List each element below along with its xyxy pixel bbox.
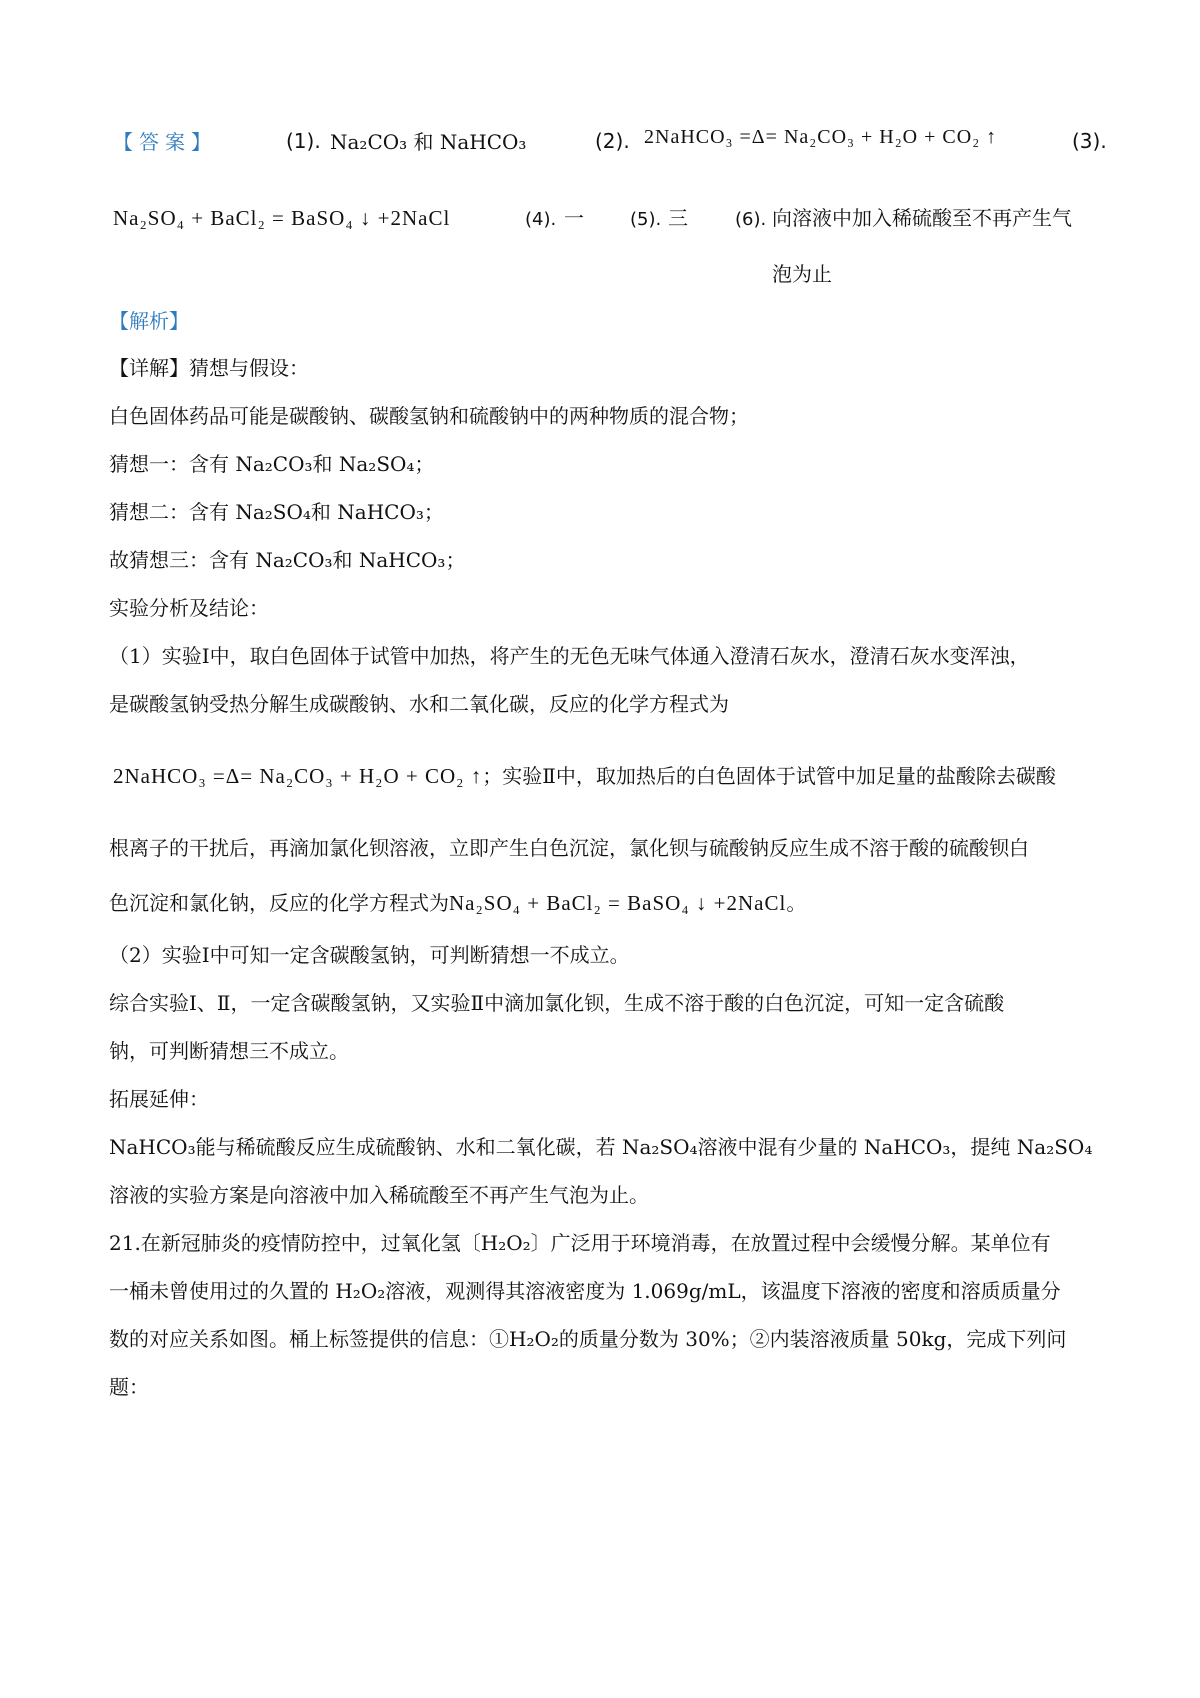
question-21-line-2: 一桶未曾使用过的久置的 H₂O₂溶液，观测得其溶液密度为 1.069g/mL，该温度下溶液的密度和溶质质量分 <box>109 1279 1061 1303</box>
experiment-1-line-2: 是碳酸氢钠受热分解生成碳酸钠、水和二氧化碳，反应的化学方程式为 <box>109 692 729 716</box>
experiment-1-line-5-pre: 色沉淀和氯化钠，反应的化学方程式为 <box>109 891 449 915</box>
answer-item6-num: (6). <box>735 209 767 230</box>
extension-heading: 拓展延伸： <box>109 1087 209 1111</box>
answer-item1-num: (1). <box>286 129 321 153</box>
answer-item3-equation: Na₂SO₄ + BaCl₂ = BaSO₄ ↓ +2NaCl <box>113 206 451 230</box>
experiment-1-equation-tail: ；实验Ⅱ中，取加热后的白色固体于试管中加足量的盐酸除去碳酸 <box>482 764 1056 788</box>
extension-line-1: NaHCO₃能与稀硫酸反应生成硫酸钠、水和二氧化碳，若 Na₂SO₄溶液中混有少量的 NaHCO₃，提纯 Na₂SO₄ <box>109 1135 1093 1159</box>
answer-item1-text: Na₂CO₃ 和 NaHCO₃ <box>330 130 527 154</box>
detail-heading <box>109 355 309 381</box>
guess-1: 猜想一：含有 Na₂CO₃和 Na₂SO₄； <box>109 452 435 476</box>
answer-item5-text: 三 <box>668 206 688 230</box>
experiment-1-equation: 2NaHCO₃ =Δ= Na₂CO₃ + H₂O + CO₂ ↑ <box>113 764 483 788</box>
combined-line-2: 钠，可判断猜想三不成立。 <box>109 1039 349 1063</box>
answer-item5-num: (5). <box>630 209 662 230</box>
answer-item4-text: 一 <box>564 206 584 230</box>
experiment-1-line-5 <box>109 890 806 916</box>
experiment-1-line-1: （1）实验Ⅰ中，取白色固体于试管中加热，将产生的无色无味气体通入澄清石灰水，澄清石灰水变浑浊， <box>109 644 1030 668</box>
question-21-line-4: 题： <box>109 1375 149 1399</box>
guess-2: 猜想二：含有 Na₂SO₄和 NaHCO₃； <box>109 500 444 524</box>
answer-item2-num: (2). <box>595 129 630 153</box>
guess-3: 故猜想三：含有 Na₂CO₃和 NaHCO₃； <box>109 548 466 572</box>
question-21-line-3: 数的对应关系如图。桶上标签提供的信息：①H₂O₂的质量分数为 30%；②内装溶液质量 50kg，完成下列问 <box>109 1327 1067 1351</box>
paragraph-hypothesis: 白色固体药品可能是碳酸钠、碳酸氢钠和硫酸钠中的两种物质的混合物； <box>109 404 749 428</box>
experiment-1-line-5-equation: Na₂SO₄ + BaCl₂ = BaSO₄ ↓ +2NaCl <box>449 891 787 915</box>
detail-heading-text: 猜想与假设： <box>189 356 309 380</box>
question-21-line-1: 21.在新冠肺炎的疫情防控中，过氧化氢〔H₂O₂〕广泛用于环境消毒，在放置过程中会缓慢分解。某单位有 <box>109 1231 1051 1255</box>
extension-line-2: 溶液的实验方案是向溶液中加入稀硫酸至不再产生气泡为止。 <box>109 1183 649 1207</box>
answer-item2-equation: 2NaHCO₃ =Δ= Na₂CO₃ + H₂O + CO₂ ↑ <box>644 126 998 148</box>
answer-item3-num: (3). <box>1072 129 1107 153</box>
answer-item6-text: 向溶液中加入稀硫酸至不再产生气泡为止 <box>772 206 1072 286</box>
answer-label: 【答案】 <box>113 130 217 154</box>
answer-item4-num: (4). <box>525 209 557 230</box>
experiment-heading: 实验分析及结论： <box>109 596 269 620</box>
experiment-2: （2）实验Ⅰ中可知一定含碳酸氢钠，可判断猜想一不成立。 <box>109 943 630 967</box>
experiment-1-line-4: 根离子的干扰后，再滴加氯化钡溶液，立即产生白色沉淀，氯化钡与硫酸钠反应生成不溶于酸的硫酸钡白 <box>109 836 1029 860</box>
experiment-1-equation-line <box>113 763 1056 789</box>
detail-heading-label: 【详解】 <box>109 356 189 380</box>
combined-line-1: 综合实验Ⅰ、Ⅱ，一定含碳酸氢钠，又实验Ⅱ中滴加氯化钡，生成不溶于酸的白色沉淀，可知一定含硫酸 <box>109 991 1005 1015</box>
analysis-label: 【解析】 <box>109 309 189 333</box>
experiment-1-line-5-post: 。 <box>786 891 807 915</box>
